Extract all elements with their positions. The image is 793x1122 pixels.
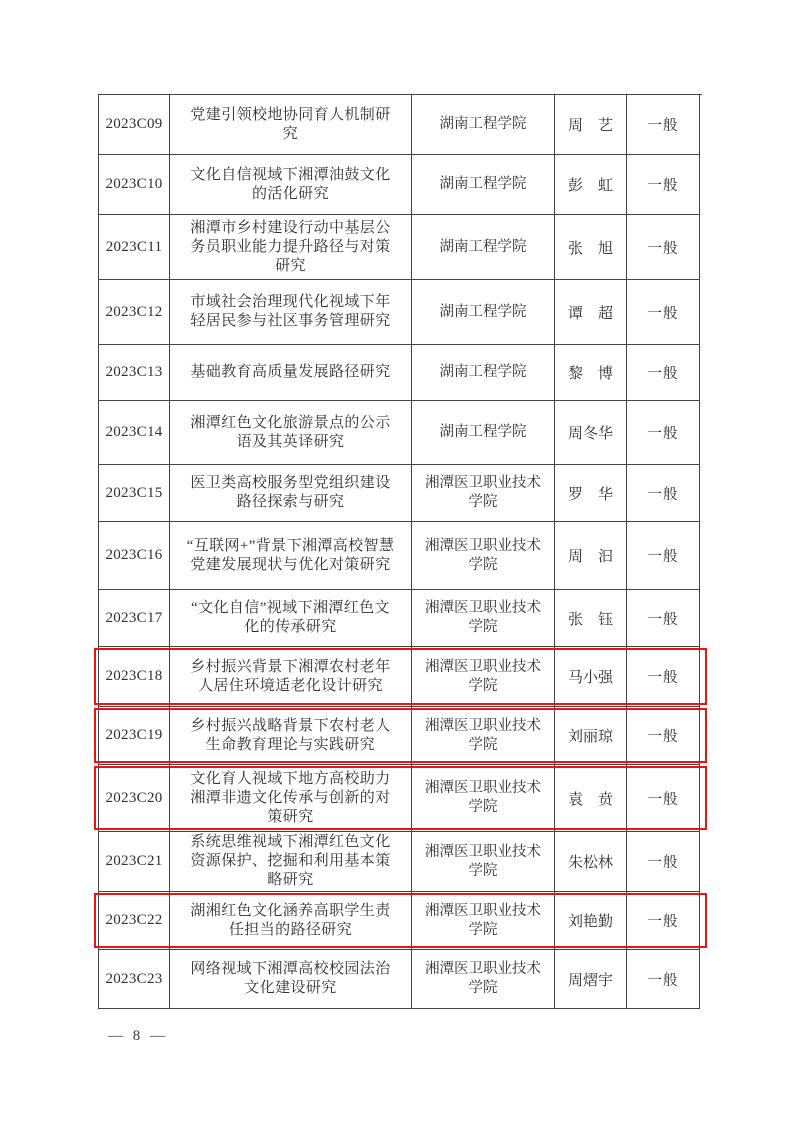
- table-row: [99, 765, 702, 832]
- table-row: [99, 647, 702, 707]
- project-code-cell: 2023C12: [99, 280, 170, 345]
- grade-cell: 一般: [627, 215, 700, 280]
- grade-cell: 一般: [627, 950, 700, 1009]
- leader-name-cell: 周熠宇: [555, 950, 627, 1009]
- leader-name-cell: 马小强: [555, 647, 627, 707]
- project-title-cell: 湖湘红色文化涵养高职学生责任担当的路径研究: [170, 892, 412, 950]
- grade-cell: 一般: [627, 590, 700, 647]
- table-row: [99, 280, 702, 345]
- project-title-cell: 医卫类高校服务型党组织建设路径探索与研究: [170, 465, 412, 522]
- grade-cell: 一般: [627, 401, 700, 465]
- grade-cell: 一般: [627, 707, 700, 765]
- project-title-cell: 网络视域下湘潭高校校园法治文化建设研究: [170, 950, 412, 1009]
- leader-name-cell: 周冬华: [555, 401, 627, 465]
- institution-cell: 湖南工程学院: [412, 401, 555, 465]
- leader-name-cell: 袁 贲: [555, 765, 627, 832]
- table-row: [99, 345, 702, 401]
- project-code-cell: 2023C18: [99, 647, 170, 707]
- leader-name-cell: 罗 华: [555, 465, 627, 522]
- project-title-cell: 市域社会治理现代化视域下年轻居民参与社区事务管理研究: [170, 280, 412, 345]
- grade-cell: 一般: [627, 465, 700, 522]
- institution-cell: 湘潭医卫职业技术学院: [412, 647, 555, 707]
- table-row: [99, 707, 702, 765]
- grade-cell: 一般: [627, 95, 700, 155]
- institution-cell: 湘潭医卫职业技术学院: [412, 465, 555, 522]
- grade-cell: 一般: [627, 345, 700, 401]
- leader-name-cell: 周 汩: [555, 522, 627, 590]
- project-title-cell: 基础教育高质量发展路径研究: [170, 345, 412, 401]
- leader-name-cell: 刘艳勤: [555, 892, 627, 950]
- leader-name-cell: 彭 虹: [555, 155, 627, 215]
- project-title-cell: 文化自信视域下湘潭油鼓文化的活化研究: [170, 155, 412, 215]
- project-code-cell: 2023C20: [99, 765, 170, 832]
- project-title-cell: 乡村振兴战略背景下农村老人生命教育理论与实践研究: [170, 707, 412, 765]
- project-title-cell: “互联网+”背景下湘潭高校智慧党建发展现状与优化对策研究: [170, 522, 412, 590]
- grade-cell: 一般: [627, 522, 700, 590]
- grade-cell: 一般: [627, 647, 700, 707]
- project-title-cell: 文化育人视域下地方高校助力湘潭非遗文化传承与创新的对策研究: [170, 765, 412, 832]
- institution-cell: 湘潭医卫职业技术学院: [412, 832, 555, 892]
- grade-cell: 一般: [627, 765, 700, 832]
- page-number: — 8 —: [108, 1028, 168, 1044]
- table-row: [99, 155, 702, 215]
- grade-cell: 一般: [627, 280, 700, 345]
- project-code-cell: 2023C14: [99, 401, 170, 465]
- project-title-cell: 湘潭市乡村建设行动中基层公务员职业能力提升路径与对策研究: [170, 215, 412, 280]
- institution-cell: 湖南工程学院: [412, 155, 555, 215]
- project-code-cell: 2023C21: [99, 832, 170, 892]
- institution-cell: 湖南工程学院: [412, 280, 555, 345]
- leader-name-cell: 刘丽琼: [555, 707, 627, 765]
- table-row: [99, 215, 702, 280]
- project-code-cell: 2023C16: [99, 522, 170, 590]
- table-row: [99, 950, 702, 1009]
- leader-name-cell: 周 艺: [555, 95, 627, 155]
- project-code-cell: 2023C13: [99, 345, 170, 401]
- institution-cell: 湖南工程学院: [412, 215, 555, 280]
- project-title-cell: “文化自信”视域下湘潭红色文化的传承研究: [170, 590, 412, 647]
- project-code-cell: 2023C10: [99, 155, 170, 215]
- institution-cell: 湘潭医卫职业技术学院: [412, 522, 555, 590]
- institution-cell: 湘潭医卫职业技术学院: [412, 765, 555, 832]
- institution-cell: 湘潭医卫职业技术学院: [412, 892, 555, 950]
- table-row: [99, 590, 702, 647]
- table-row: [99, 892, 702, 950]
- table-row: [99, 95, 702, 155]
- leader-name-cell: 黎 博: [555, 345, 627, 401]
- project-code-cell: 2023C23: [99, 950, 170, 1009]
- table-row: [99, 832, 702, 892]
- table-row: [99, 401, 702, 465]
- project-code-cell: 2023C09: [99, 95, 170, 155]
- project-code-cell: 2023C22: [99, 892, 170, 950]
- leader-name-cell: 张 钰: [555, 590, 627, 647]
- leader-name-cell: 张 旭: [555, 215, 627, 280]
- institution-cell: 湘潭医卫职业技术学院: [412, 707, 555, 765]
- project-code-cell: 2023C19: [99, 707, 170, 765]
- leader-name-cell: 朱松林: [555, 832, 627, 892]
- grade-cell: 一般: [627, 155, 700, 215]
- institution-cell: 湘潭医卫职业技术学院: [412, 950, 555, 1009]
- leader-name-cell: 谭 超: [555, 280, 627, 345]
- project-title-cell: 党建引领校地协同育人机制研究: [170, 95, 412, 155]
- institution-cell: 湘潭医卫职业技术学院: [412, 590, 555, 647]
- project-title-cell: 系统思维视域下湘潭红色文化资源保护、挖掘和利用基本策略研究: [170, 832, 412, 892]
- grade-cell: 一般: [627, 892, 700, 950]
- projects-table: [98, 94, 702, 1009]
- project-code-cell: 2023C17: [99, 590, 170, 647]
- institution-cell: 湖南工程学院: [412, 345, 555, 401]
- project-code-cell: 2023C15: [99, 465, 170, 522]
- project-title-cell: 乡村振兴背景下湘潭农村老年人居住环境适老化设计研究: [170, 647, 412, 707]
- grade-cell: 一般: [627, 832, 700, 892]
- table-row: [99, 465, 702, 522]
- project-code-cell: 2023C11: [99, 215, 170, 280]
- institution-cell: 湖南工程学院: [412, 95, 555, 155]
- project-title-cell: 湘潭红色文化旅游景点的公示语及其英译研究: [170, 401, 412, 465]
- table-row: [99, 522, 702, 590]
